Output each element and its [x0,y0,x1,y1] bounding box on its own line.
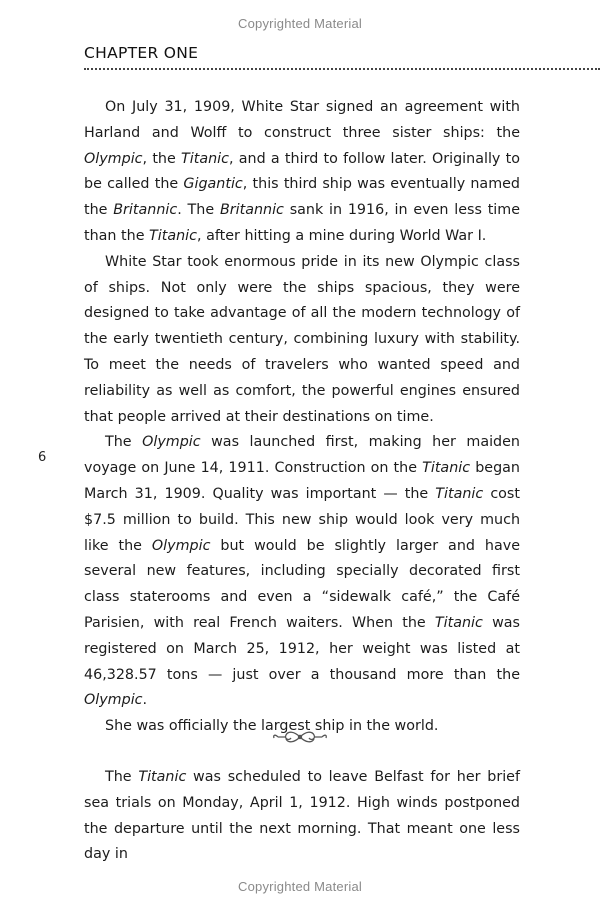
paragraph-4: She was officially the largest ship in the world. [105,718,439,735]
copyright-watermark-bottom: Copyrighted Material [238,879,362,894]
paragraph-3: The Olympic was launched first, making her maiden voyage on June 14, 1911. Construction on the Titanic began March 31, 1909. Quality was important — the Titanic cost $7.5 million to build. This new ship would look very much like the Olympic but would be slightly larger and have several new features, including specially decorated first class staterooms and even a “sidewalk café,” the Café Parisien, with real French waiters. When the Titanic was registered on March 25, 1912, her weight was listed at 46,328.57 tons — just over a thousand more than the Olympic. [84,434,520,709]
page-number: 6 [38,450,47,465]
body-text-main [84,95,520,740]
paragraph-2: White Star took enormous pride in its new Olympic class of ships. Not only were the ships spacious, they were designed to take advantage of all the modern technology of the early twentieth century, combining luxury with stability. To meet the needs of travelers who wanted speed and reliability as well as comfort, the powerful engines ensured that people arrived at their destinations on time. [84,253,520,425]
paragraph-1: On July 31, 1909, White Star signed an agreement with Harland and Wolff to construct three sister ships: the Olympic, the Titanic, and a third to follow later. Originally to be called the Gigantic, this third ship was eventually named the Britannic. The Britannic sank in 1916, in even less time than the Titanic, after hitting a mine during World War I. [84,99,520,244]
dotted-rule [84,68,600,70]
paragraph-5: The Titanic was scheduled to leave Belfast for her brief sea trials on Monday, April 1, 1912. High winds postponed the departure until the next morning. That meant one less day in [84,769,520,863]
body-text-continued [84,765,520,868]
copyright-watermark-top: Copyrighted Material [238,16,362,31]
scroll-flourish-icon [270,726,330,748]
chapter-title: CHAPTER ONE [84,44,199,62]
